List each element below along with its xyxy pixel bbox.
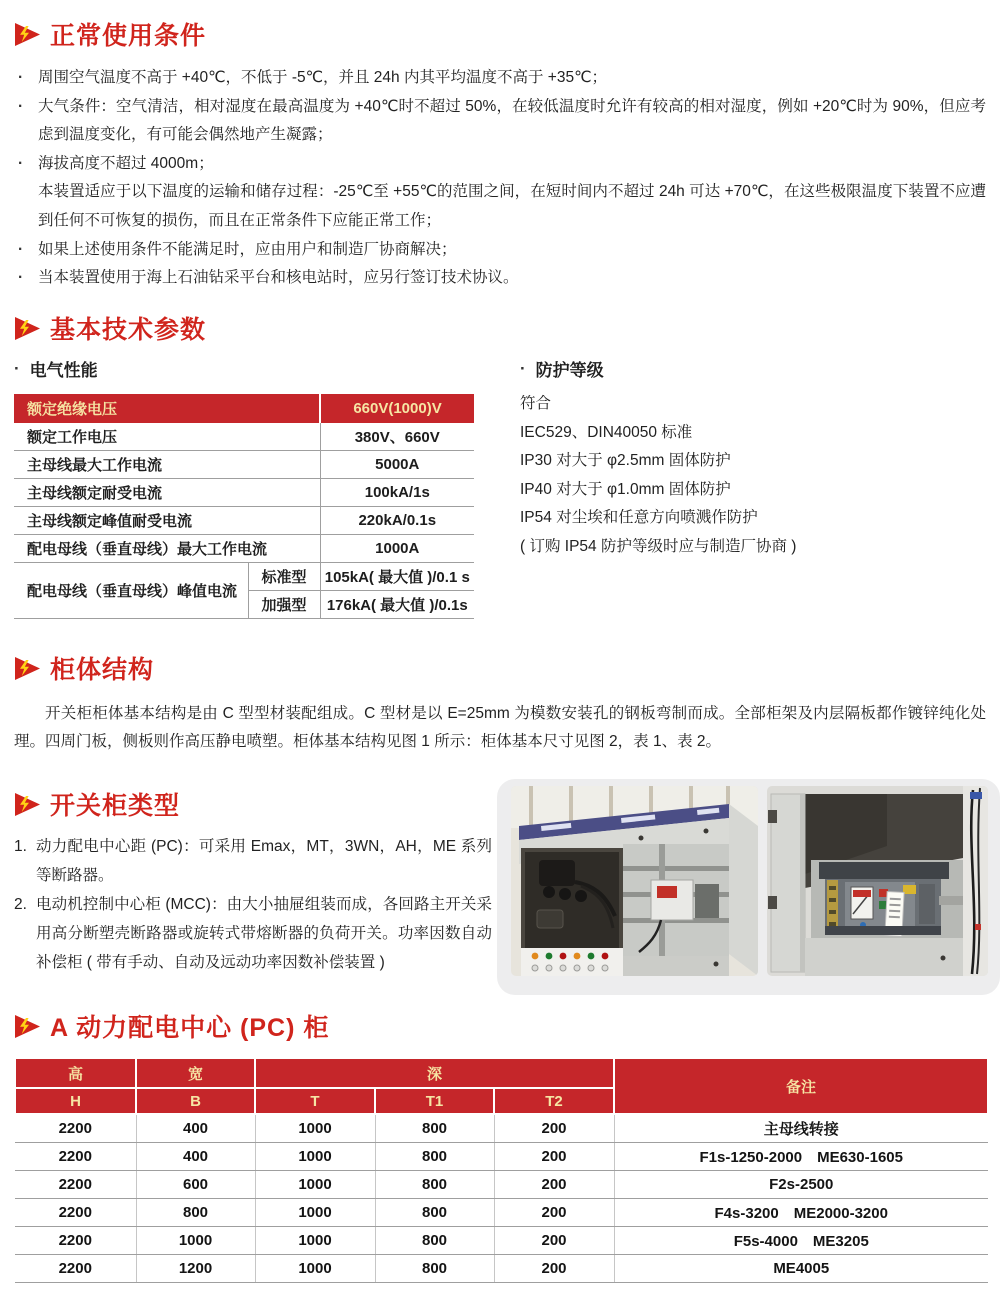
cell: 800 (375, 1171, 494, 1199)
cell: 1000 (136, 1227, 255, 1255)
type-list (14, 832, 492, 977)
cell-remark: F1s-1250-2000 ME630-1605 (614, 1143, 988, 1171)
cell: 2200 (15, 1171, 136, 1199)
type-number: 1. (14, 838, 27, 855)
table-row (14, 507, 474, 535)
section-title: 柜体结构 (50, 656, 155, 684)
cell: 2200 (15, 1255, 136, 1283)
spec-value: 660V(1000)V (320, 394, 474, 423)
spec-value: 105kA( 最大值 )/0.1 s (320, 563, 474, 591)
cell: 800 (375, 1114, 494, 1143)
photo-panel (497, 779, 1000, 995)
condition-text: 如果上述使用条件不能满足时，应由用户和制造厂协商解决； (38, 240, 457, 258)
electrical-subtitle: · 电气性能 (14, 358, 98, 380)
section-marker-icon (14, 656, 41, 681)
spec-param: 额定绝缘电压 (27, 401, 118, 418)
cell: 800 (375, 1255, 494, 1283)
cell: 2200 (15, 1114, 136, 1143)
cell: 2200 (15, 1143, 136, 1171)
bullet-dot: · (18, 154, 24, 172)
type-item (14, 890, 492, 977)
table-row (14, 563, 474, 591)
spec-param: 主母线最大工作电流 (27, 457, 163, 474)
cell: 1000 (255, 1227, 375, 1255)
cell: 800 (375, 1199, 494, 1227)
condition-text: 海拔高度不超过 4000m； (38, 154, 214, 172)
table-row (15, 1199, 988, 1227)
section-title: 开关柜类型 (50, 792, 181, 820)
table-row (14, 423, 474, 451)
circuit-breaker-illustration (767, 786, 988, 976)
table-header-row (15, 1058, 988, 1088)
col-subheader: T2 (494, 1088, 614, 1114)
spec-value: 220kA/0.1s (320, 507, 474, 535)
protection-subtitle: · 防护等级 (520, 358, 604, 380)
table-row (15, 1171, 988, 1199)
cell: 2200 (15, 1227, 136, 1255)
table-row (15, 1227, 988, 1255)
condition-item (14, 64, 986, 93)
electrical-spec-table (14, 394, 474, 619)
table-row (15, 1255, 988, 1283)
cell: 800 (375, 1143, 494, 1171)
cell: 400 (136, 1114, 255, 1143)
col-header-depth: 深 (255, 1058, 614, 1088)
cell: 2200 (15, 1199, 136, 1227)
cell: 800 (375, 1227, 494, 1255)
spec-param: 主母线额定峰值耐受电流 (27, 513, 193, 530)
electrical-performance-block (14, 356, 474, 619)
condition-item (14, 150, 986, 179)
cell-remark: ME4005 (614, 1255, 988, 1283)
bullet-dot: · (18, 69, 24, 86)
spec-param: 配电母线（垂直母线）最大工作电流 (27, 541, 268, 558)
condition-item (14, 264, 986, 293)
section-header (14, 310, 986, 346)
type-text: 电动机控制中心柜 (MCC)：由大小抽屉组装而成，各回路主开关采用高分断塑壳断路器或旋转式带熔断器的负荷开关。功率因数自动补偿柜 ( 带有手动、自动及远动功率因数补偿装置 ) (36, 896, 492, 971)
table-row (15, 1114, 988, 1143)
col-header-width: 宽 (136, 1058, 255, 1088)
protection-line: IP54 对尘埃和任意方向喷溅作防护 (520, 509, 758, 527)
condition-item (14, 93, 986, 150)
table-row (15, 1143, 988, 1171)
protection-lines (520, 390, 986, 562)
cell: 1000 (255, 1199, 375, 1227)
spec-value: 176kA( 最大值 )/0.1s (320, 591, 474, 619)
bullet-dot: · (18, 97, 24, 115)
cell-remark: 主母线转接 (614, 1114, 988, 1143)
cell-remark: F2s-2500 (614, 1171, 988, 1199)
cell: 400 (136, 1143, 255, 1171)
section-header (14, 650, 986, 686)
section-marker-icon (14, 22, 41, 47)
condition-text: 当本装置使用于海上石油钻采平台和核电站时，应另行签订技术协议。 (38, 269, 519, 287)
cell: 200 (494, 1255, 614, 1283)
col-subheader: T1 (375, 1088, 494, 1114)
bullet-dot: · (520, 358, 526, 378)
protection-line: ( 订购 IP54 防护等级时应与制造厂协商 ) (520, 537, 797, 555)
condition-text: 大气条件：空气清洁，相对湿度在最高温度为 +40℃时不超过 50%，在较低温度时允许有较高的相对湿度，例如 +20℃时为 90%，但应考虑到温度变化，有可能会偶然地产生凝露； (38, 97, 986, 144)
protection-line: IP30 对大于 φ2.5mm 固体防护 (520, 452, 731, 470)
circuit-breaker-photo (767, 786, 988, 976)
bullet-dot: · (14, 358, 20, 378)
cabinet-interior-photo (511, 786, 758, 976)
spec-param: 配电母线（垂直母线）峰值电流 (27, 583, 238, 600)
cell: 200 (494, 1114, 614, 1143)
section-header (14, 786, 492, 822)
cell: 200 (494, 1143, 614, 1171)
spec-subtype: 标准型 (248, 563, 320, 591)
section-cabinet-structure (14, 650, 986, 755)
condition-text: 本装置适应于以下温度的运输和储存过程：-25℃至 +55℃的范围之间，在短时间内不超过 24h 可达 +70℃，在这些极限温度下装置不应遭到任何不可恢复的损伤，而且在正常条件下应能正常工作； (38, 183, 986, 229)
condition-text: 周围空气温度不高于 +40℃，不低于 -5℃，并且 24h 内其平均温度不高于 +35℃； (38, 69, 607, 86)
table-row (14, 535, 474, 563)
cell: 1000 (255, 1143, 375, 1171)
cell: 200 (494, 1171, 614, 1199)
spec-value: 380V、660V (320, 423, 474, 451)
section-title: 正常使用条件 (50, 22, 207, 50)
spec-value: 1000A (320, 535, 474, 563)
condition-item (14, 178, 986, 235)
section-technical-parameters (14, 310, 986, 619)
section-marker-icon (14, 316, 41, 341)
cell-remark: F4s-3200 ME2000-3200 (614, 1199, 988, 1227)
cabinet-interior-illustration (511, 786, 758, 976)
section-usage-conditions (14, 16, 986, 293)
cell: 200 (494, 1227, 614, 1255)
protection-line: IEC529、DIN40050 标准 (520, 423, 693, 441)
spec-value: 100kA/1s (320, 479, 474, 507)
bullet-dot: · (18, 240, 24, 258)
protection-line: IP40 对大于 φ1.0mm 固体防护 (520, 480, 731, 498)
protection-line: 符合 (520, 395, 552, 412)
pc-dimension-table (14, 1057, 989, 1283)
col-header-height: 高 (15, 1058, 136, 1088)
type-text: 动力配电中心距 (PC)：可采用 Emax，MT，3WN，AH，ME 系列等断路器。 (36, 838, 492, 884)
section-title: 基本技术参数 (50, 316, 207, 344)
cell: 1000 (255, 1171, 375, 1199)
type-number: 2. (14, 896, 27, 913)
section-switchgear-types (14, 786, 492, 977)
type-item (14, 832, 492, 890)
col-subheader: T (255, 1088, 375, 1114)
section-marker-icon (14, 792, 41, 817)
condition-item (14, 236, 986, 265)
cell: 1200 (136, 1255, 255, 1283)
protection-rating-block (520, 356, 986, 619)
cell: 800 (136, 1199, 255, 1227)
section-header (14, 1008, 986, 1044)
cell: 600 (136, 1171, 255, 1199)
conditions-list (14, 64, 986, 293)
spec-value: 5000A (320, 451, 474, 479)
table-row (14, 479, 474, 507)
col-header-remark: 备注 (614, 1058, 988, 1114)
cell-remark: F5s-4000 ME3205 (614, 1227, 988, 1255)
section-header (14, 16, 986, 52)
col-subheader: B (136, 1088, 255, 1114)
spec-subtype: 加强型 (248, 591, 320, 619)
section-marker-icon (14, 1014, 41, 1039)
spec-param: 额定工作电压 (27, 429, 118, 446)
cell: 200 (494, 1199, 614, 1227)
spec-param: 主母线额定耐受电流 (27, 485, 163, 502)
table-row (14, 394, 474, 423)
cell: 1000 (255, 1114, 375, 1143)
structure-paragraph: 开关柜柜体基本结构是由 C 型型材装配组成。C 型材是以 E=25mm 为模数安装孔的钢板弯制而成。全部柜架及内层隔板都作镀锌纯化处理。四周门板，侧板则作高压静电喷塑。柜体基本结构见图 1 所示：柜体基本尺寸见图 2，表 1、表 2。 (14, 705, 986, 750)
cell: 1000 (255, 1255, 375, 1283)
col-subheader: H (15, 1088, 136, 1114)
table-row (14, 451, 474, 479)
bullet-dot: · (18, 269, 24, 287)
section-pc-cabinet (14, 1008, 986, 1283)
section-title: A 动力配电中心 (PC) 柜 (50, 1014, 330, 1042)
